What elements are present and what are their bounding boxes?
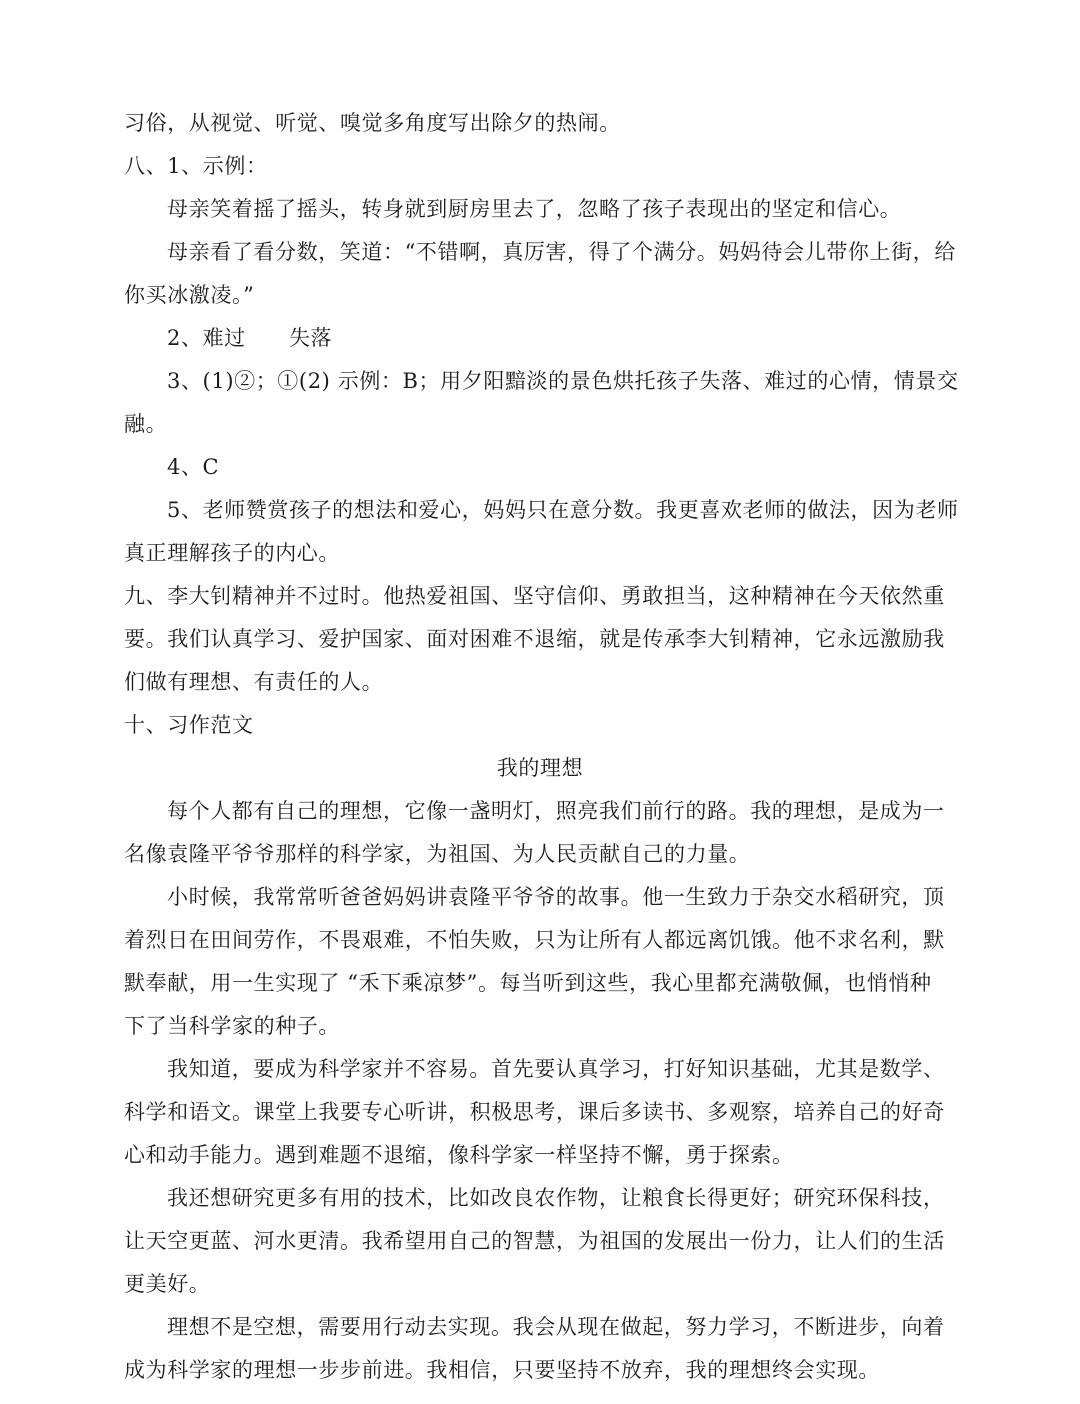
- essay-paragraph-1: 每个人都有自己的理想，它像一盏明灯，照亮我们前行的路。我的理想，是成为一: [167, 799, 945, 823]
- essay-title: 我的理想: [496, 756, 584, 780]
- answer-8-4: 4、C: [167, 455, 220, 479]
- answer-8-1-example-2-cont: 你买冰激凌。”: [124, 283, 255, 307]
- essay-paragraph-1-cont: 名像袁隆平爷爷那样的科学家，为祖国、为人民贡献自己的力量。: [124, 842, 751, 866]
- essay-paragraph-2-cont-1: 着烈日在田间劳作，不畏艰难，不怕失败，只为让所有人都远离饥饿。他不求名利，默: [124, 928, 945, 952]
- essay-paragraph-2: 小时候，我常常听爸爸妈妈讲袁隆平爷爷的故事。他一生致力于杂交水稻研究，顶: [167, 885, 945, 909]
- essay-paragraph-3-cont-1: 科学和语文。课堂上我要专心听讲，积极思考，课后多读书、多观察，培养自己的好奇: [124, 1100, 945, 1124]
- essay-paragraph-2-cont-3: 下了当科学家的种子。: [124, 1014, 340, 1038]
- answer-8-1-example-2: 母亲看了看分数，笑道：“不错啊，真厉害，得了个满分。妈妈待会儿带你上街，给: [167, 240, 956, 264]
- essay-paragraph-2-cont-2: 默奉献，用一生实现了 “禾下乘凉梦”。每当听到这些，我心里都充满敬佩，也悄悄种: [124, 971, 932, 995]
- essay-paragraph-4: 我还想研究更多有用的技术，比如改良农作物，让粮食长得更好；研究环保科技，: [167, 1186, 945, 1210]
- answer-8-1-example-1: 母亲笑着摇了摇头，转身就到厨房里去了，忽略了孩子表现出的坚定和信心。: [167, 197, 902, 221]
- answer-line-continued-seven: 习俗，从视觉、听觉、嗅觉多角度写出除夕的热闹。: [124, 111, 621, 135]
- answer-8-5-cont: 真正理解孩子的内心。: [124, 541, 340, 565]
- essay-paragraph-4-cont-2: 更美好。: [124, 1272, 211, 1296]
- essay-paragraph-3-cont-2: 心和动手能力。遇到难题不退缩，像科学家一样坚持不懈，勇于探索。: [124, 1143, 794, 1167]
- section-eight-heading: 八、1、示例：: [124, 154, 268, 178]
- answer-8-5: 5、老师赞赏孩子的想法和爱心，妈妈只在意分数。我更喜欢老师的做法，因为老师: [167, 498, 959, 522]
- section-nine-answer-cont-1: 要。我们认真学习、爱护国家、面对困难不退缩，就是传承李大钊精神，它永远激励我: [124, 627, 945, 651]
- essay-paragraph-3: 我知道，要成为科学家并不容易。首先要认真学习，打好知识基础，尤其是数学、: [167, 1057, 945, 1081]
- answer-8-2: 2、难过 失落: [167, 326, 333, 350]
- section-nine-answer: 九、李大钊精神并不过时。他热爱祖国、坚守信仰、勇敢担当，这种精神在今天依然重: [124, 584, 945, 608]
- essay-paragraph-4-cont-1: 让天空更蓝、河水更清。我希望用自己的智慧，为祖国的发展出一份力，让人们的生活: [124, 1229, 945, 1253]
- answer-8-3: 3、(1)②；①(2) 示例：B；用夕阳黯淡的景色烘托孩子失落、难过的心情，情景交: [167, 369, 959, 393]
- essay-paragraph-5-cont: 成为科学家的理想一步步前进。我相信，只要坚持不放弃，我的理想终会实现。: [124, 1358, 880, 1382]
- essay-paragraph-5: 理想不是空想，需要用行动去实现。我会从现在做起，努力学习，不断进步，向着: [167, 1315, 945, 1339]
- section-ten-heading: 十、习作范文: [124, 713, 254, 737]
- answer-8-3-cont: 融。: [124, 412, 168, 436]
- section-nine-answer-cont-2: 们做有理想、有责任的人。: [124, 670, 384, 694]
